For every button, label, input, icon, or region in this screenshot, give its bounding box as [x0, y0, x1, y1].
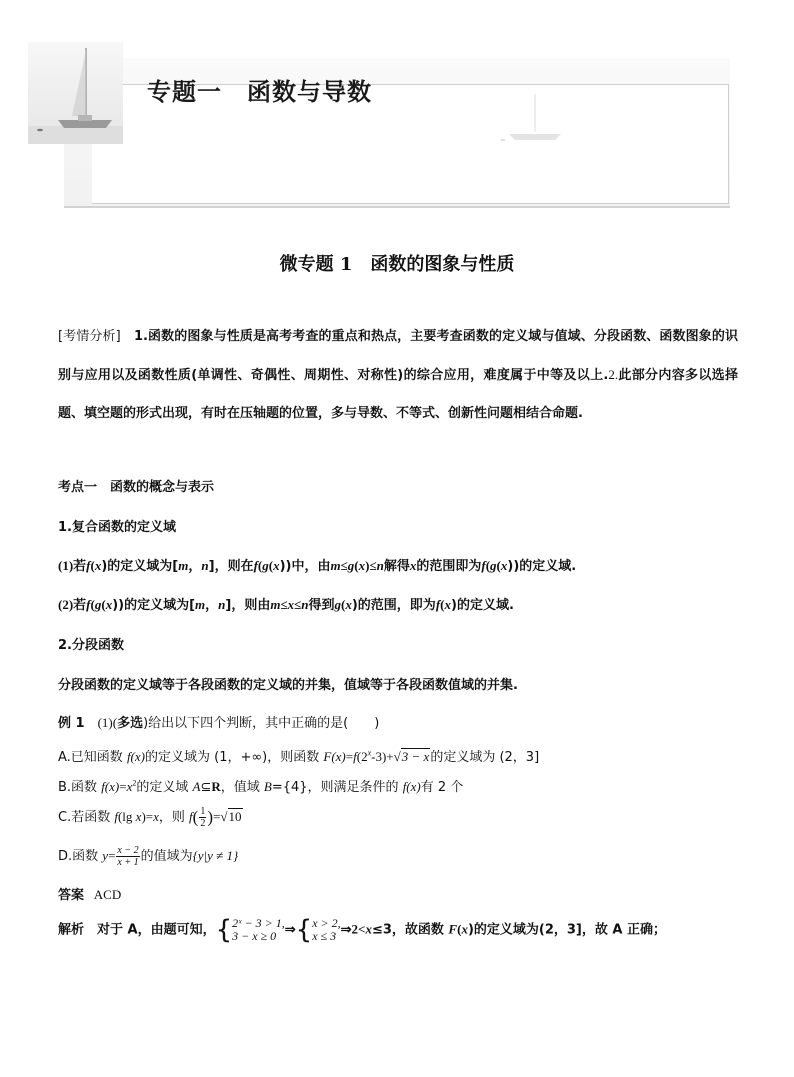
radicand: 10 [228, 809, 242, 824]
point-1-title: 1.复合函数的定义域 [58, 520, 176, 535]
var: g [262, 558, 269, 573]
text: )= [141, 809, 154, 824]
math: F(x) [323, 749, 346, 764]
system-row: 3 − x ≥ 0 [232, 929, 277, 943]
text: ⇒ [284, 921, 296, 937]
point-1-item-2 [58, 594, 514, 613]
text: ( [440, 597, 445, 612]
multi-choice-tag: 多选 [117, 716, 144, 731]
text: ( [485, 558, 491, 573]
exam-analysis-tag: [考情分析] [58, 329, 121, 344]
text: )的定义域. [451, 598, 514, 613]
text: (2)若 [58, 597, 87, 612]
sailboat-faint-icon [497, 92, 572, 148]
answer-line [58, 884, 121, 903]
math: f(x) [402, 779, 421, 794]
inequality-system-2 [312, 917, 340, 943]
radicand: 3 − x [401, 749, 430, 764]
var: x [287, 597, 295, 612]
text: ]，则由 [225, 598, 271, 613]
var: f [253, 558, 258, 573]
text: )≤ [365, 558, 377, 573]
var: n [301, 597, 309, 612]
math: 2 [132, 778, 137, 788]
system-row: x > 2, [312, 916, 341, 930]
text: ≤ [280, 597, 288, 612]
var: x [94, 558, 102, 573]
math: f(x) [101, 779, 120, 794]
var: f [86, 597, 91, 612]
text: ( [257, 558, 263, 573]
text: ))中，由 [279, 559, 331, 574]
text: 的定义域 [136, 780, 193, 795]
exam-analysis-num-2: 2. [608, 367, 619, 382]
text: ]，则在 [208, 559, 254, 574]
text: )的范围，即为 [351, 598, 436, 613]
text: 有 2 个 [420, 780, 464, 795]
var: x [105, 597, 113, 612]
text: = [108, 848, 116, 863]
sqrt: √3 − x [393, 749, 430, 764]
point-2-text: 分段函数的定义域等于各段函数的定义域的并集，值域等于各段函数值域的并集. [58, 678, 518, 693]
text: A.已知函数 [58, 750, 127, 765]
var: x [500, 558, 508, 573]
var: f [435, 597, 441, 612]
var: n [201, 558, 209, 573]
text: )给出以下四个判断，其中正确的是( ) [143, 716, 380, 731]
keypoint-1-title: 考点一 函数的概念与表示 [58, 480, 215, 495]
text: 的定义域为 (2，3] [430, 750, 540, 765]
text: ( [341, 597, 346, 612]
text: D.函数 [58, 849, 103, 864]
var: x [345, 597, 352, 612]
var: g [347, 558, 355, 573]
text: 得到 [308, 598, 335, 613]
text: ))的定义域. [507, 559, 577, 574]
point-1-item-1 [58, 555, 576, 574]
numerator: 1 [200, 806, 206, 817]
math: A [192, 779, 201, 794]
var: F [448, 921, 458, 937]
section-title: 微专题 1 函数的图象与性质 [279, 254, 515, 275]
text: 的范围即为 [416, 559, 482, 574]
text: ( [268, 558, 274, 573]
text: ( [90, 558, 95, 573]
var: x [358, 558, 366, 573]
text: -3)+ [371, 749, 394, 764]
math: B [263, 779, 272, 794]
math: x [135, 809, 142, 824]
math: R [211, 779, 221, 794]
var: m [270, 597, 281, 612]
var: m [178, 558, 189, 573]
analysis-line [58, 917, 666, 943]
answer-label: 答案 [58, 888, 85, 903]
left-brace-icon: { [215, 915, 233, 945]
system-row: x ≤ 3 [312, 929, 337, 943]
example-label: 例 1 [58, 716, 85, 731]
text: C.若函数 [58, 810, 115, 825]
math: x [126, 779, 133, 794]
var: x [409, 558, 417, 573]
fraction [116, 845, 139, 868]
math: f [189, 809, 193, 824]
text: ，值域 [220, 780, 264, 795]
text: ( [90, 597, 95, 612]
var: n [376, 558, 384, 573]
option-a [58, 746, 539, 765]
exam-analysis-paragraph [58, 318, 738, 433]
option-c: C.若函数 f(lg x)=x，则 f( $\frac{1}{2}$ )=√10 [58, 806, 242, 829]
math: y [102, 848, 109, 863]
math: {y|y ≠ 1} [192, 848, 239, 863]
text: ，则 [158, 810, 190, 825]
text: 的定义域为 (1，+∞)，则函数 [144, 750, 324, 765]
text: B.函数 [58, 780, 102, 795]
example-1-stem [58, 712, 379, 731]
text: (1)( [84, 715, 118, 730]
text: ( [354, 558, 359, 573]
text: (2 [356, 749, 368, 764]
var: g [94, 597, 102, 612]
text: ≤ [340, 558, 348, 573]
exam-analysis-text-2: 此部分内容多以选择题、填空题的形式出现，有时在压轴题的位置，多与导数、不等式、创新性问题相结合命题. [58, 368, 738, 421]
text: (lg [117, 809, 136, 824]
text: ))的定义域为[ [112, 598, 196, 613]
var: x [444, 597, 451, 612]
text: )的定义域为(2，3]，故 A 正确； [467, 922, 666, 938]
text: ( [496, 558, 501, 573]
sailboat-photo [28, 42, 123, 144]
var: g [490, 558, 497, 573]
sqrt: √10 [220, 809, 242, 824]
var: m [330, 558, 341, 573]
math: x [367, 748, 372, 758]
text: ⇒2< [340, 921, 366, 937]
denominator: x + 1 [117, 857, 139, 868]
var: n [218, 597, 226, 612]
text: ， [188, 559, 202, 574]
var: x [273, 558, 280, 573]
var: f [481, 558, 486, 573]
text: 解得 [383, 559, 410, 574]
text: ≤ [294, 597, 302, 612]
var: x [365, 921, 372, 937]
option-b [58, 776, 463, 795]
var: m [195, 597, 206, 612]
inequality-system-1 [232, 917, 285, 943]
point-2-title: 2.分段函数 [58, 638, 124, 653]
var: f [86, 558, 91, 573]
answer-value: ACD [93, 887, 122, 902]
text: = [345, 749, 354, 764]
math: f(x) [126, 749, 145, 764]
math: f [114, 809, 118, 824]
var: x [461, 921, 468, 937]
text: = [213, 809, 221, 824]
text: 的值域为 [140, 849, 193, 864]
left-brace-icon: { [295, 915, 313, 945]
text: ， [205, 598, 219, 613]
denominator: 2 [200, 818, 206, 829]
text: )的定义域为[ [101, 559, 179, 574]
exam-analysis-text-1: 1.函数的图象与性质是高考考查的重点和热点，主要考查函数的定义域与值域、分段函数、函数图象的识别与应用以及函数性质(单调性、奇偶性、周期性、对称性)的综合应用，难度属于中等及以上. [58, 329, 738, 383]
text: 对于 A，由题可知， [84, 922, 216, 938]
text: (1)若 [58, 558, 87, 573]
math: f [353, 749, 357, 764]
var: g [334, 597, 342, 612]
math: x [153, 809, 159, 824]
text: = [119, 779, 127, 794]
analysis-label: 解析 [58, 922, 85, 938]
system-row: 2ˣ − 3 > 1, [232, 916, 285, 930]
option-d [58, 845, 238, 868]
numerator: x − 2 [117, 845, 139, 856]
text: ( [101, 597, 106, 612]
text: ≤3，故函数 [371, 922, 449, 938]
text: ( [457, 921, 462, 937]
text: ={4}，则满足条件的 [271, 780, 403, 795]
chapter-title: 专题一 函数与导数 [147, 78, 372, 106]
fraction [199, 806, 206, 829]
text: ⊆ [200, 779, 212, 794]
